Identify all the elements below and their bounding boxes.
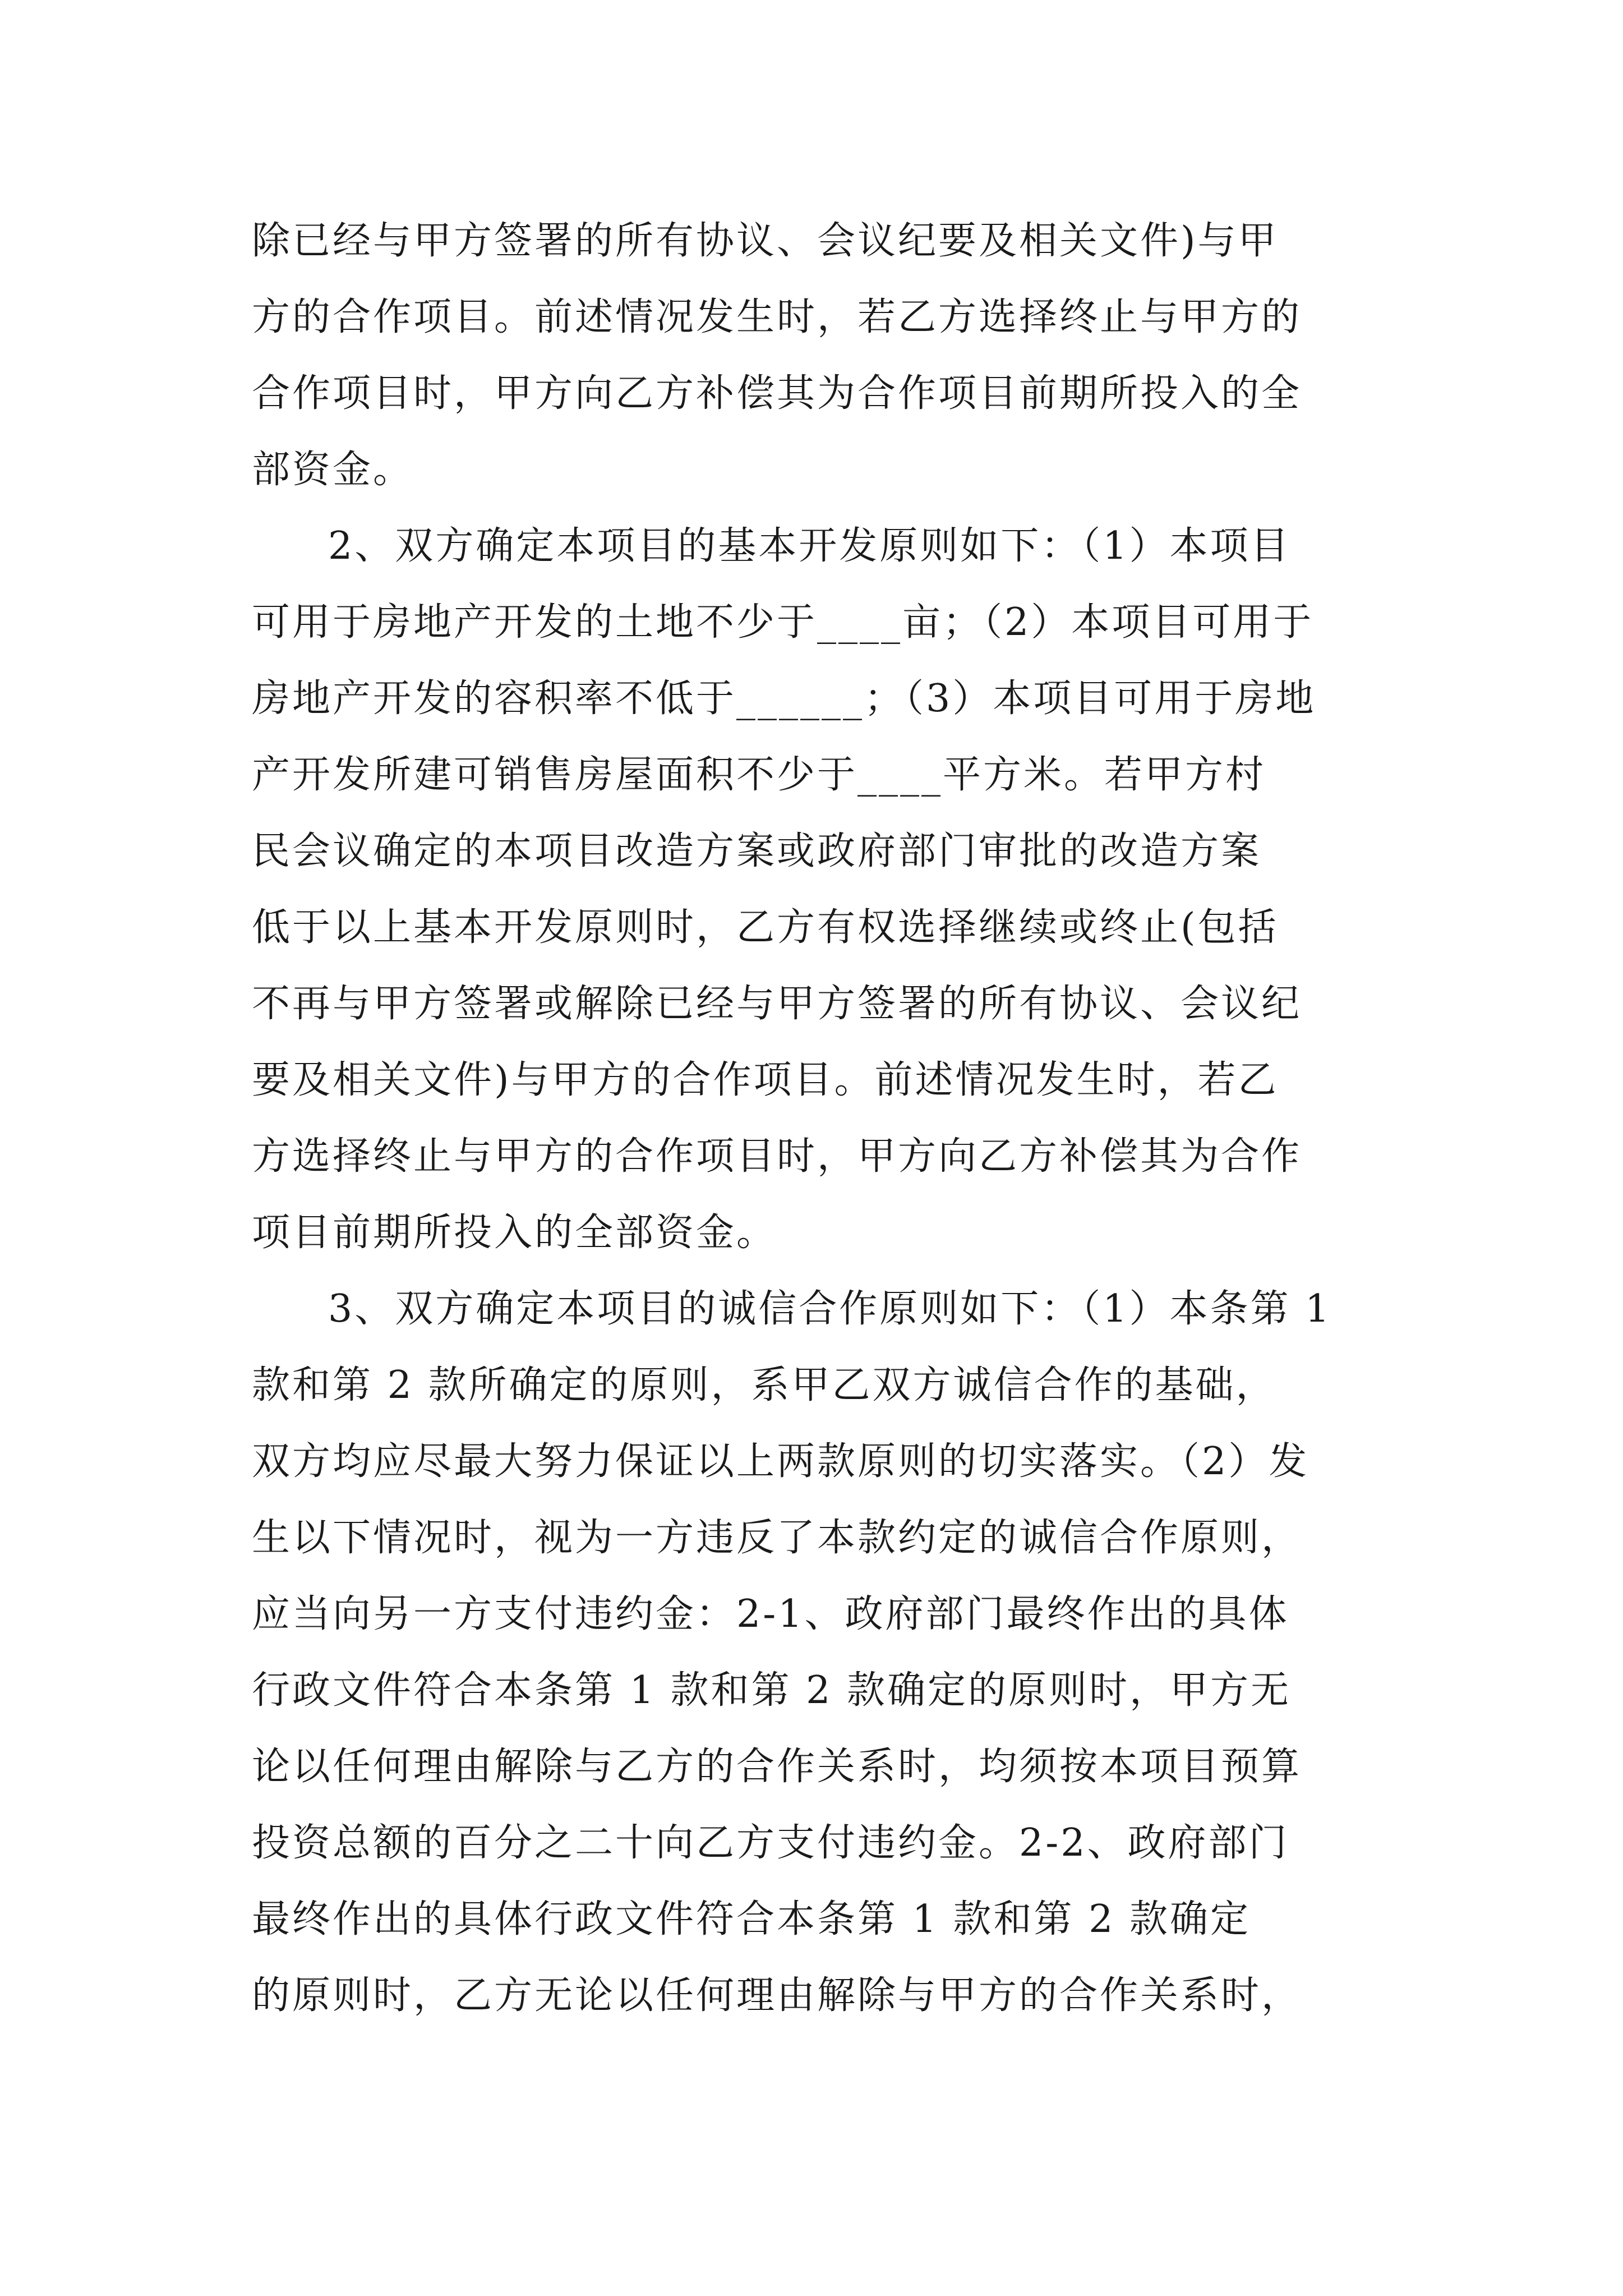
text-line: 低于以上基本开发原则时，乙方有权选择继续或终止(包括 [252,905,1279,950]
text-line: 要及相关文件)与甲方的合作项目。前述情况发生时，若乙 [252,1058,1279,1102]
text-line: 的原则时，乙方无论以任何理由解除与甲方的合作关系时， [252,1973,1302,2018]
text-line: 部资金。 [252,448,414,492]
text-line: 生以下情况时，视为一方违反了本款约定的诚信合作原则， [252,1516,1302,1560]
text-line: 方选择终止与甲方的合作项目时，甲方向乙方补偿其为合作 [252,1134,1302,1179]
paragraph-start: 3、双方确定本项目的诚信合作原则如下：（1）本条第 1 [328,1287,1332,1331]
text-line: 房地产开发的容积率不低于______；（3）本项目可用于房地 [252,677,1316,721]
text-line: 款和第 2 款所确定的原则，系甲乙双方诚信合作的基础， [252,1363,1276,1407]
text-line: 投资总额的百分之二十向乙方支付违约金。2-2、政府部门 [252,1821,1289,1865]
text-line: 除已经与甲方签署的所有协议、会议纪要及相关文件)与甲 [252,219,1279,263]
text-line: 行政文件符合本条第 1 款和第 2 款确定的原则时，甲方无 [252,1668,1291,1713]
text-line: 合作项目时，甲方向乙方补偿其为合作项目前期所投入的全 [252,371,1302,416]
text-line: 论以任何理由解除与乙方的合作关系时，均须按本项目预算 [252,1745,1302,1789]
paragraph-start: 2、双方确定本项目的基本开发原则如下：（1）本项目 [328,524,1291,568]
text-line: 项目前期所投入的全部资金。 [252,1211,777,1255]
text-line: 双方均应尽最大努力保证以上两款原则的切实落实。（2）发 [252,1439,1310,1484]
text-line: 不再与甲方签署或解除已经与甲方签署的所有协议、会议纪 [252,982,1302,1026]
text-line: 应当向另一方支付违约金：2-1、政府部门最终作出的具体 [252,1592,1289,1636]
text-line: 最终作出的具体行政文件符合本条第 1 款和第 2 款确定 [252,1897,1251,1941]
text-line: 产开发所建可销售房屋面积不少于____平方米。若甲方村 [252,753,1266,797]
text-line: 可用于房地产开发的土地不少于____亩；（2）本项目可用于 [252,600,1314,645]
text-line: 民会议确定的本项目改造方案或政府部门审批的改造方案 [252,829,1262,873]
text-line: 方的合作项目。前述情况发生时，若乙方选择终止与甲方的 [252,295,1302,339]
